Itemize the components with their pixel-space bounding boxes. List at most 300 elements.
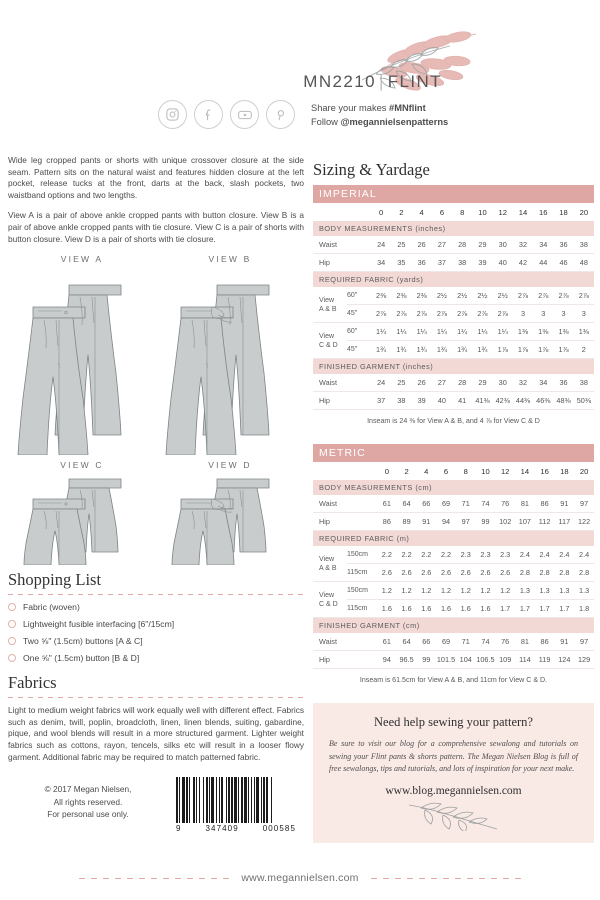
table-cell: 1⅞: [513, 341, 533, 359]
table-row: [313, 651, 594, 669]
table-cell: 2.3: [495, 546, 515, 564]
table-cell: 2⅞: [553, 287, 573, 305]
table-cell: 66: [416, 495, 436, 513]
table-cell: 1⅜: [513, 323, 533, 341]
table-cell: 1.8: [574, 600, 594, 618]
table-cell: 2.6: [495, 564, 515, 582]
table-cell: 2.4: [535, 546, 555, 564]
table-cell: 2⅞: [574, 287, 594, 305]
required-fabric-header: REQUIRED FABRIC (yards): [313, 272, 594, 288]
size-header-cell: 12: [500, 467, 510, 476]
table-cell: 2.6: [397, 564, 417, 582]
title-divider: |: [378, 72, 385, 91]
table-cell: 91: [416, 513, 436, 531]
list-item[interactable]: [8, 619, 304, 629]
table-cell: 94: [377, 651, 397, 669]
barcode-digits-mid: 347409: [205, 824, 239, 834]
table-cell: 97: [574, 633, 594, 651]
table-cell: 2½: [472, 287, 492, 305]
table-cell: 37: [432, 254, 452, 272]
table-cell: 81: [515, 495, 535, 513]
table-cell: 1⅞: [553, 341, 573, 359]
table-cell: 2⅞: [452, 305, 472, 323]
table-cell: 1⅜: [574, 323, 594, 341]
table-cell: 1.2: [377, 582, 397, 600]
table-cell: 64: [397, 633, 417, 651]
table-cell: 2.8: [515, 564, 535, 582]
table-cell: 2.2: [436, 546, 456, 564]
table-cell: 74: [476, 633, 496, 651]
row-label: Waist: [313, 374, 371, 392]
row-label: Hip: [313, 254, 371, 272]
size-header-cell: 2: [404, 467, 409, 476]
shopping-list: [8, 602, 304, 663]
table-cell: 2.6: [436, 564, 456, 582]
copyright-block: [8, 777, 168, 821]
table-row: [313, 600, 594, 618]
table-cell: 2.4: [515, 546, 535, 564]
table-cell: 2⅞: [371, 305, 391, 323]
table-cell: 96.5: [397, 651, 417, 669]
table-cell: 119: [535, 651, 555, 669]
table-cell: 1.2: [416, 582, 436, 600]
fabric-width-label: 45": [347, 305, 371, 323]
view-c-cell: [8, 460, 156, 570]
table-cell: 1.2: [456, 582, 476, 600]
table-cell: 2½: [452, 287, 472, 305]
table-cell: 2⅞: [493, 305, 513, 323]
table-cell: 1.6: [416, 600, 436, 618]
fabrics-title: Fabrics: [8, 673, 57, 693]
view-d-illustration: [156, 473, 304, 565]
inseam-note-row: [313, 410, 594, 435]
table-cell: 1⅞: [533, 341, 553, 359]
table-cell: 40: [432, 392, 452, 410]
table-cell: 76: [495, 633, 515, 651]
barcode-digits: [176, 824, 296, 833]
table-cell: 26: [412, 374, 432, 392]
table-cell: 66: [416, 633, 436, 651]
fabrics-divider: [8, 697, 304, 698]
follow-prefix: Follow: [311, 117, 341, 127]
table-cell: 112: [535, 513, 555, 531]
table-cell: 69: [436, 633, 456, 651]
checkbox-circle-icon[interactable]: [8, 620, 16, 628]
view-b-illustration: [156, 267, 304, 455]
barcode-digits-right: 000585: [262, 824, 296, 834]
table-row: [313, 582, 594, 600]
copyright-barcode-row: [8, 777, 304, 833]
youtube-icon[interactable]: [230, 100, 259, 129]
table-row: [313, 323, 594, 341]
table-cell: 1⅜: [553, 323, 573, 341]
table-cell: 2.4: [574, 546, 594, 564]
table-row: [313, 341, 594, 359]
table-cell: 27: [432, 236, 452, 254]
table-cell: 38: [452, 254, 472, 272]
table-cell: 81: [515, 633, 535, 651]
footer-dash-right: [371, 878, 521, 879]
table-cell: 2.3: [476, 546, 496, 564]
table-cell: 91: [554, 633, 574, 651]
table-cell: 39: [412, 392, 432, 410]
technical-drawings: [8, 254, 304, 570]
table-cell: 2.8: [535, 564, 555, 582]
table-cell: 2.6: [456, 564, 476, 582]
fabric-width-label: 115cm: [347, 600, 377, 618]
table-row: [313, 564, 594, 582]
metric-sizing-table: [313, 444, 594, 693]
table-cell: 104: [456, 651, 476, 669]
table-cell: 1¼: [412, 323, 432, 341]
table-cell: 32: [513, 236, 533, 254]
views-row-bottom: [8, 460, 304, 570]
row-label: Waist: [313, 495, 377, 513]
finished-garment-header: FINISHED GARMENT (cm): [313, 618, 594, 634]
inseam-note: Inseam is 24 ⅜ for View A & B, and 4 ⅞ for View C & D: [367, 417, 540, 425]
table-cell: 1¼: [371, 323, 391, 341]
size-header-cell: 18: [560, 467, 569, 476]
table-cell: 2: [574, 341, 594, 359]
view-b-cell: [156, 254, 304, 460]
social-caption: [311, 100, 448, 129]
table-cell: 2⅞: [432, 305, 452, 323]
barcode: [176, 777, 298, 833]
table-cell: 2⅜: [412, 287, 432, 305]
left-column: [8, 155, 304, 833]
help-body: Be sure to visit our blog for a comprehensive sewalong and tutorials on sewing your Flint pants & shorts pattern. The Megan Nielsen Blog is full of free sewalongs, tips and tutorials, and lots of inspiration for your next make.: [329, 739, 578, 773]
table-cell: 30: [493, 374, 513, 392]
checkbox-circle-icon[interactable]: [8, 637, 16, 645]
table-cell: 1.6: [377, 600, 397, 618]
table-cell: 3: [513, 305, 533, 323]
help-sprig-decoration: [329, 799, 578, 836]
size-header-cell: 4: [424, 467, 429, 476]
table-cell: 1.3: [554, 582, 574, 600]
table-cell: 1.3: [535, 582, 555, 600]
table-cell: 41: [452, 392, 472, 410]
table-cell: 46⅜: [533, 392, 553, 410]
table-cell: 101.5: [436, 651, 456, 669]
table-row: [313, 287, 594, 305]
table-cell: 36: [553, 236, 573, 254]
table-row: [313, 392, 594, 410]
table-cell: 40: [493, 254, 513, 272]
unit-header-row: [313, 444, 594, 462]
size-header-cell: 4: [419, 208, 424, 217]
table-cell: 2⅞: [391, 305, 411, 323]
table-cell: 34: [533, 374, 553, 392]
list-item[interactable]: [8, 636, 304, 646]
size-header-cell: 10: [478, 208, 487, 217]
table-cell: 48⅜: [553, 392, 573, 410]
view-d-cell: [156, 460, 304, 570]
view-a-illustration: [8, 267, 156, 455]
table-cell: 42⅜: [493, 392, 513, 410]
table-cell: 50⅜: [574, 392, 594, 410]
table-cell: 86: [535, 633, 555, 651]
table-cell: 25: [391, 236, 411, 254]
table-cell: 2⅞: [472, 305, 492, 323]
copyright-line-1: © 2017 Megan Nielsen,: [44, 784, 132, 795]
table-cell: 117: [554, 513, 574, 531]
table-cell: 36: [553, 374, 573, 392]
checkbox-circle-icon[interactable]: [8, 603, 16, 611]
help-url[interactable]: www.blog.megannielsen.com: [385, 784, 522, 797]
shopping-item-label: One ⅝" (1.5cm) button [B & D]: [23, 653, 140, 664]
inseam-note-row: [313, 669, 594, 694]
table-cell: 1¾: [452, 341, 472, 359]
table-cell: 46: [553, 254, 573, 272]
table-cell: 124: [554, 651, 574, 669]
table-cell: 1¾: [432, 341, 452, 359]
size-header-cell: 2: [399, 208, 404, 217]
table-cell: 1¼: [493, 323, 513, 341]
table-row: [313, 374, 594, 392]
fabric-width-label: 60": [347, 323, 371, 341]
view-group-label: View C & D: [313, 323, 347, 359]
table-cell: 28: [452, 374, 472, 392]
table-cell: 2.2: [377, 546, 397, 564]
share-makes-line: [311, 101, 448, 115]
shopping-item-label: Two ⅝" (1.5cm) buttons [A & C]: [23, 636, 143, 647]
table-cell: 34: [533, 236, 553, 254]
fabric-width-label: 115cm: [347, 564, 377, 582]
table-cell: 29: [472, 236, 492, 254]
table-cell: 38: [574, 374, 594, 392]
unit-label: IMPERIAL: [313, 185, 594, 203]
size-header-cell: 10: [481, 467, 490, 476]
table-cell: 114: [515, 651, 535, 669]
table-cell: 97: [456, 513, 476, 531]
fabric-width-label: 60": [347, 287, 371, 305]
table-cell: 34: [371, 254, 391, 272]
table-cell: 71: [456, 495, 476, 513]
inseam-note: Inseam is 61.5cm for View A & B, and 11cm for View C & D.: [359, 676, 548, 684]
share-prefix: Share your makes: [311, 103, 390, 113]
table-cell: 89: [397, 513, 417, 531]
table-cell: 1.7: [554, 600, 574, 618]
table-cell: 99: [416, 651, 436, 669]
description-paragraph-1: Wide leg cropped pants or shorts with unique crossover closure at the side seam. Pattern sits on the natural waist and features hidden closure at the left pocket, release tucks at the front, darts at the back, slash pockets, two waistband options and two lengths.: [8, 155, 304, 200]
table-cell: 1.2: [397, 582, 417, 600]
table-cell: 1.3: [515, 582, 535, 600]
required-fabric-header: REQUIRED FABRIC (m): [313, 531, 594, 547]
table-cell: 129: [574, 651, 594, 669]
table-cell: 1.7: [535, 600, 555, 618]
table-cell: 1¾: [412, 341, 432, 359]
table-cell: 76: [495, 495, 515, 513]
row-label: Hip: [313, 392, 371, 410]
row-label: Waist: [313, 236, 371, 254]
table-cell: 1.6: [397, 600, 417, 618]
view-b-label: VIEW B: [208, 254, 252, 265]
table-cell: 27: [432, 374, 452, 392]
size-header-cell: 16: [540, 467, 549, 476]
pattern-code-title: [0, 72, 442, 92]
table-cell: 1.6: [436, 600, 456, 618]
table-cell: 42: [513, 254, 533, 272]
row-label: Hip: [313, 651, 377, 669]
table-cell: 2.6: [416, 564, 436, 582]
table-cell: 2.3: [456, 546, 476, 564]
table-cell: 2.2: [416, 546, 436, 564]
right-column: [313, 160, 594, 693]
size-header-cell: 6: [439, 208, 445, 217]
table-cell: 109: [495, 651, 515, 669]
instagram-icon[interactable]: [158, 100, 187, 129]
table-cell: 61: [377, 495, 397, 513]
shopping-divider: [8, 594, 304, 595]
table-cell: 94: [436, 513, 456, 531]
view-group-label: View A & B: [313, 546, 347, 582]
list-item[interactable]: [8, 602, 304, 612]
help-box: [313, 703, 594, 843]
table-cell: 39: [472, 254, 492, 272]
table-cell: 86: [535, 495, 555, 513]
views-row-top: [8, 254, 304, 460]
body-measurements-header: BODY MEASUREMENTS (cm): [313, 480, 594, 495]
help-title: Need help sewing your pattern?: [374, 715, 533, 729]
table-row: [313, 305, 594, 323]
view-group-label: View A & B: [313, 287, 347, 323]
size-header-cell: 6: [443, 467, 449, 476]
checkbox-circle-icon[interactable]: [8, 654, 16, 662]
table-cell: 28: [452, 236, 472, 254]
table-row: [313, 236, 594, 254]
facebook-icon[interactable]: [194, 100, 223, 129]
table-cell: 48: [574, 254, 594, 272]
pinterest-icon[interactable]: [266, 100, 295, 129]
fabric-width-label: 150cm: [347, 546, 377, 564]
table-cell: 3: [574, 305, 594, 323]
table-cell: 44: [533, 254, 553, 272]
table-cell: 91: [554, 495, 574, 513]
table-cell: 1.3: [574, 582, 594, 600]
table-cell: 1¼: [391, 323, 411, 341]
shopping-item-label: Lightweight fusible interfacing [6"/15cm]: [23, 619, 175, 630]
size-header-row: [313, 462, 594, 480]
fabrics-body: Light to medium weight fabrics will work equally well with different effect. Fabrics such as denim, twill, poplin, broadcloth, linen, linen blends, suiting, gabardine, pique, and wool blends will result in a more structured garment. Lighter weight fabrics such as cottons, rayon, tencels, silks etc will result in a looser flowy garment. Additional fabric may be required to match patterned fabric.: [8, 705, 304, 762]
size-header-cell: 20: [579, 467, 589, 476]
table-cell: 71: [456, 633, 476, 651]
botanical-sprig-decoration: [290, 28, 480, 106]
table-cell: 24: [371, 374, 391, 392]
footer-dash-left: [79, 878, 229, 879]
table-cell: 61: [377, 633, 397, 651]
table-cell: 1.7: [495, 600, 515, 618]
table-cell: 38: [391, 392, 411, 410]
table-cell: 1.2: [436, 582, 456, 600]
table-cell: 122: [574, 513, 594, 531]
table-cell: 25: [391, 374, 411, 392]
table-cell: 2.8: [574, 564, 594, 582]
size-header-cell: 0: [384, 467, 389, 476]
table-cell: 64: [397, 495, 417, 513]
size-header-cell: 0: [379, 208, 384, 217]
table-cell: 24: [371, 236, 391, 254]
size-header-cell: 12: [498, 208, 507, 217]
table-cell: 35: [391, 254, 411, 272]
share-hashtag: #MNflint: [389, 103, 426, 113]
copyright-line-2: All rights reserved.: [53, 796, 123, 807]
size-header-cell: 18: [559, 208, 568, 217]
table-cell: 2½: [432, 287, 452, 305]
barcode-digit-left: 9: [176, 824, 182, 834]
size-header-cell: 8: [460, 208, 465, 217]
table-cell: 44⅜: [513, 392, 533, 410]
size-header-cell: 16: [539, 208, 548, 217]
table-cell: 1.7: [515, 600, 535, 618]
table-cell: 2.6: [476, 564, 496, 582]
table-cell: 1.2: [495, 582, 515, 600]
view-a-cell: [8, 254, 156, 460]
barcode-bars: [176, 777, 298, 823]
table-row: [313, 633, 594, 651]
table-cell: 38: [574, 236, 594, 254]
view-d-label: VIEW D: [208, 460, 252, 471]
pattern-number: MN2210: [303, 72, 376, 91]
table-cell: 1¼: [452, 323, 472, 341]
table-cell: 37: [371, 392, 391, 410]
table-cell: 99: [476, 513, 496, 531]
table-cell: 2.2: [397, 546, 417, 564]
table-cell: 2.8: [554, 564, 574, 582]
view-c-illustration: [8, 473, 156, 565]
table-row: [313, 513, 594, 531]
table-cell: 3: [553, 305, 573, 323]
sizing-yardage-title: Sizing & Yardage: [313, 160, 430, 179]
table-cell: 1.6: [476, 600, 496, 618]
table-cell: 36: [412, 254, 432, 272]
social-links-row: [158, 100, 448, 129]
finished-garment-header: FINISHED GARMENT (inches): [313, 359, 594, 375]
view-group-label: View C & D: [313, 582, 347, 618]
page-header: [0, 0, 600, 145]
size-header-cell: 8: [463, 467, 468, 476]
table-row: [313, 254, 594, 272]
table-cell: 86: [377, 513, 397, 531]
table-cell: 106.5: [476, 651, 496, 669]
size-header-cell: 14: [518, 208, 528, 217]
size-header-cell: 14: [520, 467, 530, 476]
description-paragraph-2: View A is a pair of above ankle cropped pants with button closure. View B is a pair of above ankle cropped pants with tie closure. View C is a pair of shorts with button closure. View D is a pair of shorts with tie closure.: [8, 210, 304, 244]
unit-header-row: [313, 185, 594, 203]
table-cell: 1¾: [371, 341, 391, 359]
page-footer: [0, 872, 600, 884]
imperial-sizing-table: [313, 185, 594, 434]
table-cell: 2⅞: [533, 287, 553, 305]
table-cell: 26: [412, 236, 432, 254]
table-cell: 107: [515, 513, 535, 531]
shopping-item-label: Fabric (woven): [23, 602, 80, 613]
list-item[interactable]: [8, 653, 304, 663]
shopping-list-title: Shopping List: [8, 570, 102, 590]
table-cell: 69: [436, 495, 456, 513]
table-cell: 74: [476, 495, 496, 513]
size-header-row: [313, 203, 594, 221]
table-cell: 2⅜: [391, 287, 411, 305]
table-cell: 2⅞: [513, 287, 533, 305]
footer-url[interactable]: www.megannielsen.com: [241, 872, 359, 884]
table-row: [313, 546, 594, 564]
table-cell: 2½: [493, 287, 513, 305]
fabric-width-label: 45": [347, 341, 371, 359]
table-cell: 2.6: [377, 564, 397, 582]
table-cell: 30: [493, 236, 513, 254]
table-cell: 1¾: [391, 341, 411, 359]
table-cell: 2⅜: [371, 287, 391, 305]
